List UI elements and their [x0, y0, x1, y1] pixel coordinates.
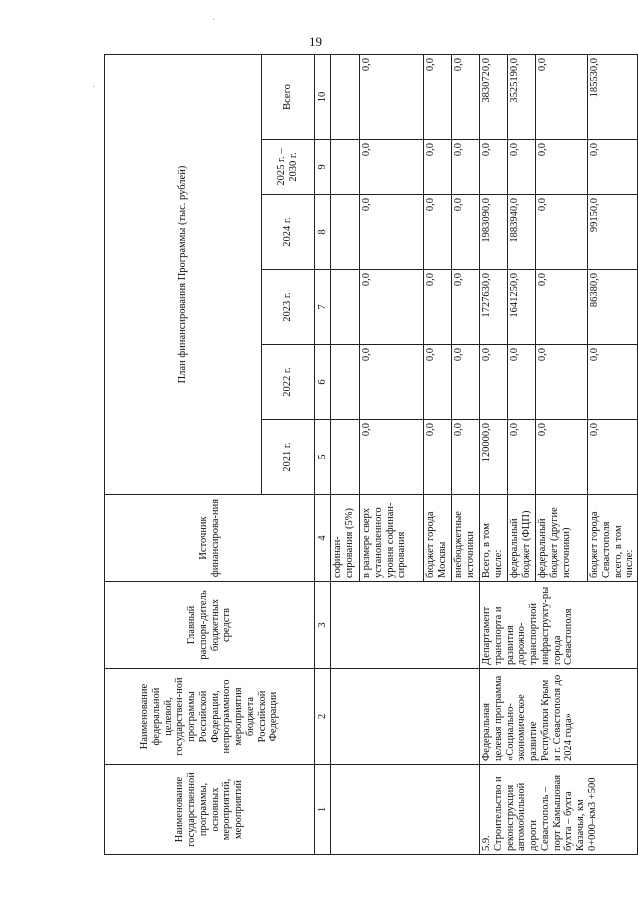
value-cell: 0,0	[360, 54, 424, 139]
table-row	[480, 54, 508, 854]
value-cell: 0,0	[360, 420, 424, 495]
value-cell: 1883940,0	[508, 195, 536, 270]
column-number: 3	[315, 582, 331, 669]
source-cell: Всего, в том числе:	[480, 495, 508, 582]
column-number: 6	[315, 345, 331, 420]
source-cell: софинан-сирования (5%)	[331, 495, 360, 582]
value-cell: 1641250,0	[508, 270, 536, 345]
column-number: 4	[315, 495, 331, 582]
header-fed-program: Наименование федеральной целевой, государствен-ной программы Российской Федерации, непрограммного мероприятия бюджета Российской Федерации	[105, 669, 315, 765]
value-cell: 0,0	[536, 345, 588, 420]
value-cell: 0,0	[452, 270, 480, 345]
source-cell: федеральный бюджет (ФЦП)	[508, 495, 536, 582]
value-cell: 0,0	[424, 270, 452, 345]
value-cell: 0,0	[588, 345, 638, 420]
entry-name-cell: 5.9. Строительство и реконструкция автомобильной дороги Севастополь – порт Камышовая бухта – бухта Казачья, км 0+000–км3 +500	[480, 765, 638, 855]
value-cell: 0,0	[536, 54, 588, 139]
entry-fed-program-cell: Федеральная целевая программа «Социально-экономическое развитие Республики Крым и г. Севастополя до 2024 года»	[480, 669, 638, 765]
table-row	[331, 54, 360, 854]
value-cell: 0,0	[452, 345, 480, 420]
scan-speck: ·	[92, 82, 96, 93]
value-cell: 185530,0	[588, 54, 638, 139]
column-number: 7	[315, 270, 331, 345]
value-cell: 1983090,0	[480, 195, 508, 270]
value-cell	[331, 345, 360, 420]
value-cell: 0,0	[536, 420, 588, 495]
value-cell: 0,0	[360, 195, 424, 270]
value-cell: 3525190,0	[508, 54, 536, 139]
column-number: 2	[315, 669, 331, 765]
rotated-table-wrapper	[104, 55, 634, 855]
value-cell: 0,0	[588, 140, 638, 195]
value-cell: 0,0	[588, 420, 638, 495]
value-cell: 99150,0	[588, 195, 638, 270]
header-plan: План финансирования Программы (тыс. рублей)	[105, 54, 262, 494]
header-year: 2022 г.	[262, 345, 315, 420]
value-cell: 0,0	[480, 140, 508, 195]
header-row-1	[105, 54, 262, 854]
source-cell: бюджет города Севастополя всего, в том числе:	[588, 495, 638, 582]
value-cell: 0,0	[536, 195, 588, 270]
value-cell	[331, 54, 360, 139]
page-number: 19	[309, 34, 322, 49]
empty-cell	[331, 669, 480, 765]
value-cell: 0,0	[480, 345, 508, 420]
header-source: Источник финансирова-ния	[105, 495, 315, 582]
value-cell: 0,0	[452, 54, 480, 139]
entry-manager-cell: Департамент транспорта и развития дорожно-транспортной инфраструкту-ры города Севастополя	[480, 582, 638, 669]
empty-cell	[331, 765, 480, 855]
column-number: 1	[315, 765, 331, 855]
value-cell: 0,0	[424, 140, 452, 195]
value-cell	[331, 195, 360, 270]
value-cell: 0,0	[508, 140, 536, 195]
scan-speck: ·	[212, 15, 216, 26]
column-number: 9	[315, 140, 331, 195]
header-manager: Главный распоря-дитель бюджетных средств	[105, 582, 315, 669]
header-name: Наименование государственной программы, основных мероприятий, мероприятий	[105, 765, 315, 855]
value-cell: 3830720,0	[480, 54, 508, 139]
value-cell: 0,0	[452, 420, 480, 495]
source-cell: федеральный бюджет (другие источники)	[536, 495, 588, 582]
value-cell: 0,0	[424, 54, 452, 139]
source-cell: внебюджетные источники	[452, 495, 480, 582]
source-cell: в размере сверх установленного уровня софинан-сирования	[360, 495, 424, 582]
value-cell: 0,0	[508, 345, 536, 420]
value-cell: 0,0	[424, 420, 452, 495]
value-cell: 86380,0	[588, 270, 638, 345]
financing-table	[104, 54, 638, 855]
value-cell: 0,0	[452, 140, 480, 195]
column-number: 10	[315, 54, 331, 139]
column-number: 5	[315, 420, 331, 495]
value-cell: 0,0	[424, 195, 452, 270]
header-year: 2021 г.	[262, 420, 315, 495]
value-cell: 0,0	[536, 140, 588, 195]
value-cell	[331, 270, 360, 345]
value-cell: 0,0	[452, 195, 480, 270]
value-cell	[331, 420, 360, 495]
source-cell: бюджет города Москвы	[424, 495, 452, 582]
value-cell: 0,0	[536, 270, 588, 345]
value-cell: 0,0	[360, 140, 424, 195]
empty-cell	[331, 582, 480, 669]
value-cell: 0,0	[360, 345, 424, 420]
value-cell: 0,0	[508, 420, 536, 495]
header-year: 2024 г.	[262, 195, 315, 270]
column-number: 8	[315, 195, 331, 270]
value-cell: 0,0	[424, 345, 452, 420]
value-cell: 1727630,0	[480, 270, 508, 345]
header-year: 2023 г.	[262, 270, 315, 345]
header-total: Всего	[262, 54, 315, 139]
header-year: 2025 г. – 2030 г.	[262, 140, 315, 195]
value-cell	[331, 140, 360, 195]
value-cell: 0,0	[360, 270, 424, 345]
value-cell: 120000,0	[480, 420, 508, 495]
column-number-row	[315, 54, 331, 854]
